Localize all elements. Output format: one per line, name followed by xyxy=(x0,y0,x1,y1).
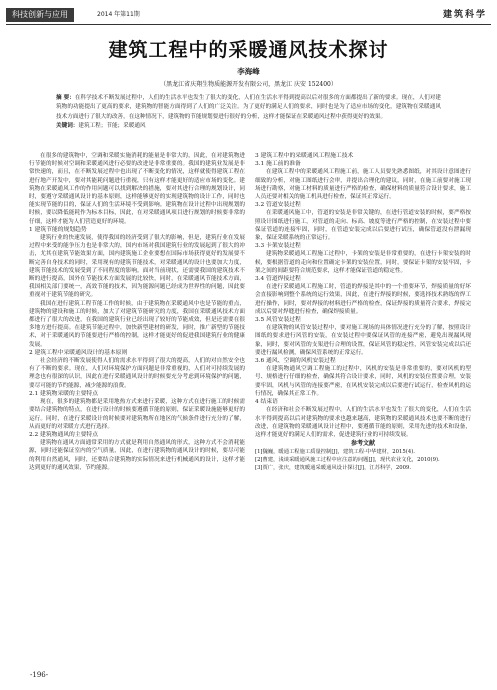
page-header xyxy=(0,0,497,26)
author: 李海峰 xyxy=(237,67,260,76)
paragraph: 我国在进行建筑工程节能工作的时候，由于建筑物在采暖通风中也是节能的重点，建筑物的建设和施工的时候，加大了对建筑节能研究的力度，我国在采暖通风技术方面都进行了很大的改进，在我国的建筑行业已经出现了较好的节能成效，但是还需要在很多地方进行提高。在建筑节能过程中，加快新型建材的研发，同时，推广新型的节能技术，对于采暖通风的节能要进行严格的控制，这样才能更好的促进我国建筑行业的健康发展。 xyxy=(29,300,245,348)
section-heading: 4 结束语 xyxy=(255,399,278,406)
paragraph: 在采暖通风施工中，管道的安装是非常关键的，在进行管道安装的时候，要严格按照设计图纸进行施工，对管道的走向、标高、坡度等进行严格的控制，在安装过程中要保证管道的连接牢固，同时，在管道安装完成以后要进行试压，确保管道没有泄漏现象，保证采暖系统的正常运行。 xyxy=(255,210,471,242)
paragraph: 社会经济的不断发展使得人们的需求水平得到了很大的提高，人们的对自然安全也有了不断的要求。现在，人们对环境保护方面问题是非常重视的，人们对可持续发展的理念也有很深的认识，因此在进行采暖通风设计的时候要充分考虑到环境保护的问题，要尽可能的节约能源，减少能源的浪费。 xyxy=(29,358,245,389)
section-heading: 3 建筑工程中的采暖通风工程施工技术 xyxy=(255,153,354,159)
paragraph: 在经济和社会不断发展过程中，人们的生活水平也发生了很大的变化，人们在生活水平得到提高以后对建筑物的要求也越来越高，建筑物的采暖通风技术也要不断的进行改进，在建筑物的采暖通风设计过程中，要遵循节能的原则，采用先进的技术和设备，这样才能更好的满足人们的需求，促进建筑行业的可持续发展。 xyxy=(255,407,471,438)
section-heading: 3.5 风管安装过程 xyxy=(255,317,301,324)
keywords: 建筑工程；节能；采暖通风 xyxy=(78,123,146,130)
paragraph: 在很多的建筑物中，空调和采暖实施消耗的能量是非常大的，因此，在对建筑物进行节能的时候对空调和采暖通风进行必要的改进是非常重要的。我国的建筑业发展是非常快速的，而且，在不断发展过程中也出现了不断变化的情况，这样就使得建筑工程在进行地产开发中，要对其能耗问题进行重视，只有这样才能更好的适应市场的变化。建筑物在采暖通风工作的作用问题可以找到解决的措施，要对其进行合理的规划设计，同时，要遵守采暖通风设计的基本原则，这样能够更好的实现建筑物的设计工作，同时也能实现节能的目的，保证人们的生活环境不受到影响。建筑物在设计过程中出现规划的时候，要以降低能耗作为标本目标，因此，在对采暖通风项目进行规划的时候要非常的仔细，这样才能为人们营造更好的环境。 xyxy=(29,153,245,225)
reference-item: [3]贾广，张庆，建筑暖通采暖通风设计探讨[J]，江苏科学，2009. xyxy=(255,464,412,471)
article-title: 建筑工程中的采暖通风技术探讨 xyxy=(108,39,389,61)
abstract-text: 在科学技术不断发展过程中，人们的生活水平也发生了很大的变化，人们在生活水平得到提高以后对很多的方面都提出了新的要求。现在，人们对建筑物的功能提出了更高的要求，建筑物的智能方面得到了人们的广泛关注。为了更好的满足人们的要求，同时也是为了适应市场的变化，建筑物在采暖通风技术方面进行了很大的改善，在这种情况下，建筑物的节能规划要进行很好的分析，这样才能保证在采暖通风过程中获得更好的效果。 xyxy=(56,95,441,120)
keywords-label: 关键词： xyxy=(56,123,79,130)
left-column xyxy=(29,152,245,630)
reference-item: [2]曹建，浅谈采暖通风施工过程中应注意的问题[J]，现代农业文化，2010(9). xyxy=(255,457,440,464)
section-heading: 3.2 管道安装过程 xyxy=(255,202,301,209)
right-column xyxy=(255,152,471,672)
abstract-label: 摘 要： xyxy=(56,95,75,101)
section-heading: 3.1 施工前的准备 xyxy=(255,161,301,168)
affiliation: （黑龙江省庆翔生物质能源开发有限公司，黑龙江 庆安 152400） xyxy=(160,81,337,88)
references-title: 参考文献 xyxy=(350,440,375,448)
section-heading: 1 建筑节能的规划趋势 xyxy=(29,226,87,233)
section-heading: 3.4 管道焊接过程 xyxy=(255,276,301,283)
paragraph: 建筑行业的快速发展，使得我国的经济受到了很大的影响，但是，建筑行业在发展过程中来受的能争压力也是非常大的，国内市场对我国建筑行业的发展起到了很大的冲击，尤其在建筑节能效果方面，国内建筑施工企业要想在国际市场获得更好的发展要不断完善自身技术的同时，采用现有的建筑节能技术，对采暖通风的设计也要加大力度，建筑节能技术的发展受到了不同程度的影响。面对当前现状，还需要我国的建筑技术不断的进行提高，国外在节能技术方面发展的比较快，同时，在采暖通风节能技术方面，我国相关部门要统一，高效节能的技术，因为能源问题已经成为世界性的问题，因此要重视对于建筑节能的研究。 xyxy=(29,235,245,299)
section-heading: 2.2 建筑物通风的主要特点 xyxy=(29,431,99,438)
paragraph: 现在，很多的建筑物都是采用地热方式来进行采暖，这种方式在进行施工的时候需要结合建筑物的特点，在进行设计的时候要遵循节能的原则，保证采暖设施能够更好的运行。同时，在进行采暖设计的时候要对建筑物所在地区的气候条件进行充分的了解，从而更好的对采暖方式进行选择。 xyxy=(29,399,245,430)
paragraph: 在建筑物通风空调工程施工的过程中，风机的安装是非常重要的，要对风机的型号、规格进行仔细的检查，确保其符合设计要求，同时，风机的安装位置要合理，安装要牢固，风机与风管的连接要严密，在风机安装完成以后要进行试运行，检查风机的运行情况，确保其正常工作。 xyxy=(255,366,471,397)
section-heading: 2.1 建筑物采暖的主要特点 xyxy=(29,390,99,397)
paragraph: 在建筑物的风管安装过程中，要对施工现场的具体情况进行充分的了解，按照设计图纸的要求进行风管的安装，在安装过程中要保证风管的连接严密，避免出现漏风现象，同时，要对风管的支架进行合理的设置，保证风管的稳定性，风管安装完成以后还要进行漏风检测，确保风管系统的正常运行。 xyxy=(255,325,471,356)
section-heading: 3.3 卡架安装过程 xyxy=(255,243,301,250)
section-heading: 3.6 通风、空调的风机安装过程 xyxy=(255,358,336,365)
section-tag: 科技创新与应用 xyxy=(6,8,74,22)
paragraph: 在进行采暖通风工程施工时，管道的焊接是其中的一个重要环节，焊接质量的好坏会直接影响到整个系统的运行效果，因此，在进行焊接的时候，要选择技术熟练的焊工进行操作，同时，要对焊接的材料进行严格的检查，保证焊接的质量符合要求，焊接完成以后要对焊缝进行检查，确保焊接质量。 xyxy=(255,284,471,315)
paragraph: 建筑物采暖通风工程施工过程中，卡架的安装是非常重要的，在进行卡架安装的时候，要根据管道的走向和位置确定卡架的安装位置，同时，要保证卡架的安装牢固，卡架之间的间距要符合规范要求，这样才能保证管道的稳定性。 xyxy=(255,251,471,274)
page-number: -196- xyxy=(30,671,49,679)
issue-label: 2014 年第11期 xyxy=(97,11,140,18)
paragraph: 在建筑工程中的采暖通风工程施工前，施工人员要先熟悉图纸，对其设计意图进行细致的分析，对施工图纸进行会审，并提出合理化的建议，同时，在施工前要对施工现场进行勘察，对施工材料的质量进行严格的检查，确保材料的质量符合设计要求，施工人员还要对相关的施工机具进行检查，保证其正常运行。 xyxy=(255,169,471,201)
header-rule xyxy=(6,24,491,25)
section-heading: 2 建筑工程中采暖通风设计的基本原则 xyxy=(29,349,128,356)
abstract xyxy=(56,94,441,132)
magazine-section: 建筑科学 xyxy=(442,10,487,20)
reference-item: [1]魏巍，暖通工程施工质量控制[J]，建筑工程·中华建材，2015(4). xyxy=(255,449,415,456)
paragraph: 建筑物在通风方面通常采用的方式就是利用自然通风的形式，这种方式不会消耗能源，同时还能保证室内的空气质量，因此，在进行建筑物的通风设计的时候，要尽可能的利用自然通风，同时，还要结合建筑物的实际情况来进行机械通风的设计，这样才能达到更好的通风效果，节约能源。 xyxy=(29,440,245,471)
